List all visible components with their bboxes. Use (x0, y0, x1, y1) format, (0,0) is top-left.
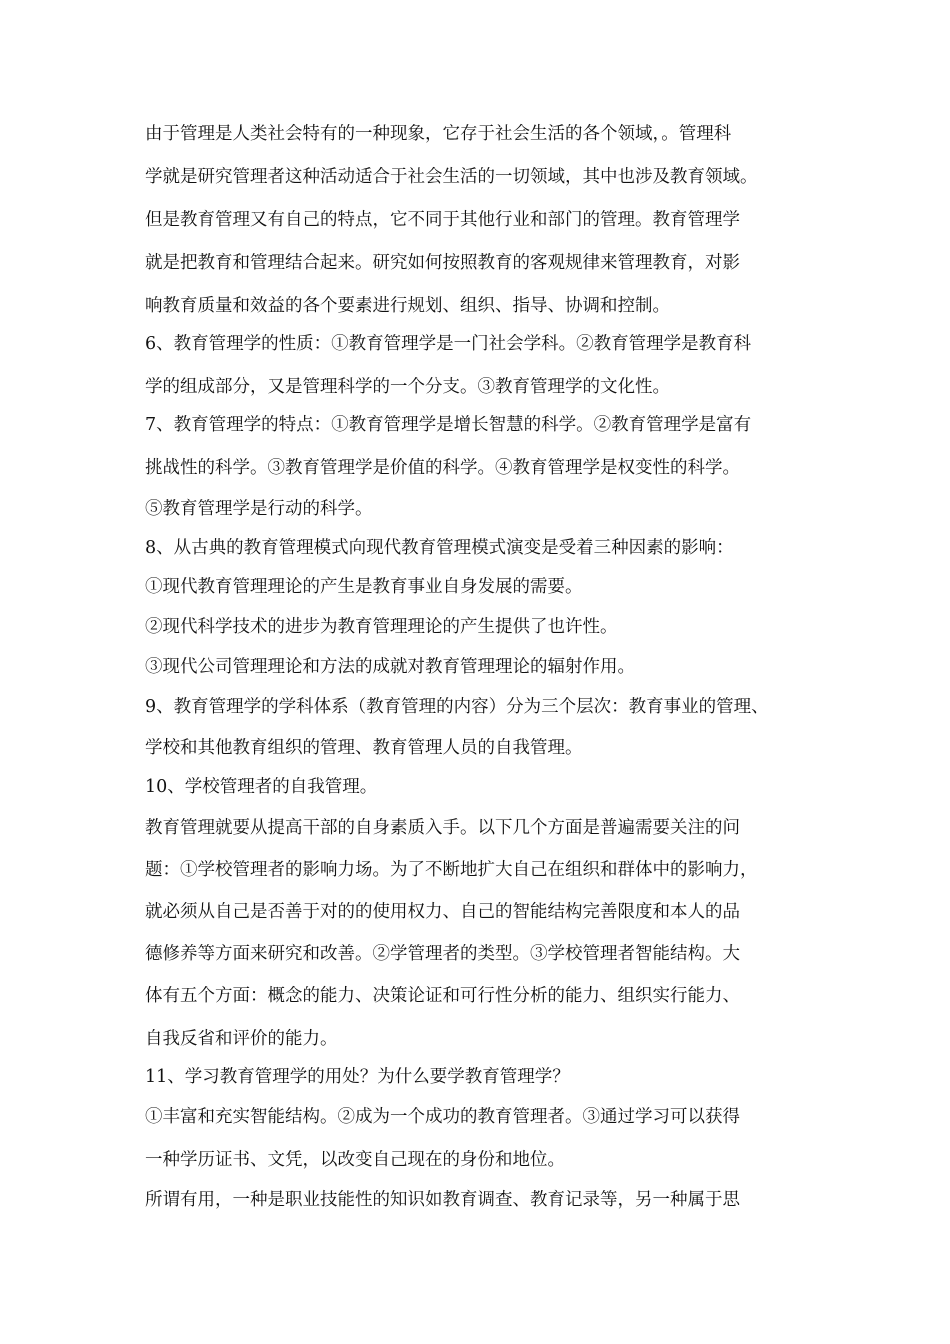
text-line: 挑战性的科学。③教育管理学是价值的科学。④教育管理学是权变性的科学。 (145, 458, 740, 478)
text-line: 7、教育管理学的特点：①教育管理学是增长智慧的科学。②教育管理学是富有 (145, 415, 752, 435)
text-line: 体有五个方面：概念的能力、决策论证和可行性分析的能力、组织实行能力、 (145, 986, 740, 1006)
text-line: 9、教育管理学的学科体系（教育管理的内容）分为三个层次：教育事业的管理、 (145, 697, 769, 717)
text-line: 6、教育管理学的性质：①教育管理学是一门社会学科。②教育管理学是教育科 (145, 334, 752, 354)
text-line: 教育管理就要从提高干部的自身素质入手。以下几个方面是普遍需要关注的问 (145, 818, 740, 838)
text-line: 学就是研究管理者这种活动适合于社会生活的一切领域，其中也涉及教育领域。 (145, 167, 758, 187)
text-line: 学校和其他教育组织的管理、教育管理人员的自我管理。 (145, 738, 583, 758)
text-line: 学的组成部分，又是管理科学的一个分支。③教育管理学的文化性。 (145, 377, 670, 397)
text-line: ③现代公司管理理论和方法的成就对教育管理理论的辐射作用。 (145, 657, 635, 677)
text-line: ①现代教育管理理论的产生是教育事业自身发展的需要。 (145, 577, 583, 597)
text-line: ②现代科学技术的进步为教育管理理论的产生提供了也许性。 (145, 617, 618, 637)
text-line: 响教育质量和效益的各个要素进行规划、组织、指导、协调和控制。 (145, 296, 670, 316)
text-line: 8、从古典的教育管理模式向现代教育管理模式演变是受着三种因素的影响： (145, 538, 734, 558)
text-line: 题：①学校管理者的影响力场。为了不断地扩大自己在组织和群体中的影响力， (145, 860, 758, 880)
text-line: 11、学习教育管理学的用处？为什么要学教育管理学？ (145, 1067, 570, 1087)
text-line: ①丰富和充实智能结构。②成为一个成功的教育管理者。③通过学习可以获得 (145, 1107, 740, 1127)
text-line: 但是教育管理又有自己的特点，它不同于其他行业和部门的管理。教育管理学 (145, 210, 740, 230)
text-line: 一种学历证书、文凭，以改变自己现在的身份和地位。 (145, 1150, 565, 1170)
text-line: 就必须从自己是否善于对的的使用权力、自己的智能结构完善限度和本人的品 (145, 902, 740, 922)
text-line: 由于管理是人类社会特有的一种现象，它存于社会生活的各个领域，。管理科 (145, 124, 732, 144)
text-line: 自我反省和评价的能力。 (145, 1029, 338, 1049)
text-line: 德修养等方面来研究和改善。②学管理者的类型。③学校管理者智能结构。大 (145, 944, 740, 964)
text-line: 就是把教育和管理结合起来。研究如何按照教育的客观规律来管理教育，对影 (145, 253, 740, 273)
text-line: ⑤教育管理学是行动的科学。 (145, 499, 373, 519)
text-line: 10、学校管理者的自我管理。 (145, 777, 378, 797)
text-line: 所谓有用，一种是职业技能性的知识如教育调查、教育记录等，另一种属于思 (145, 1190, 740, 1210)
